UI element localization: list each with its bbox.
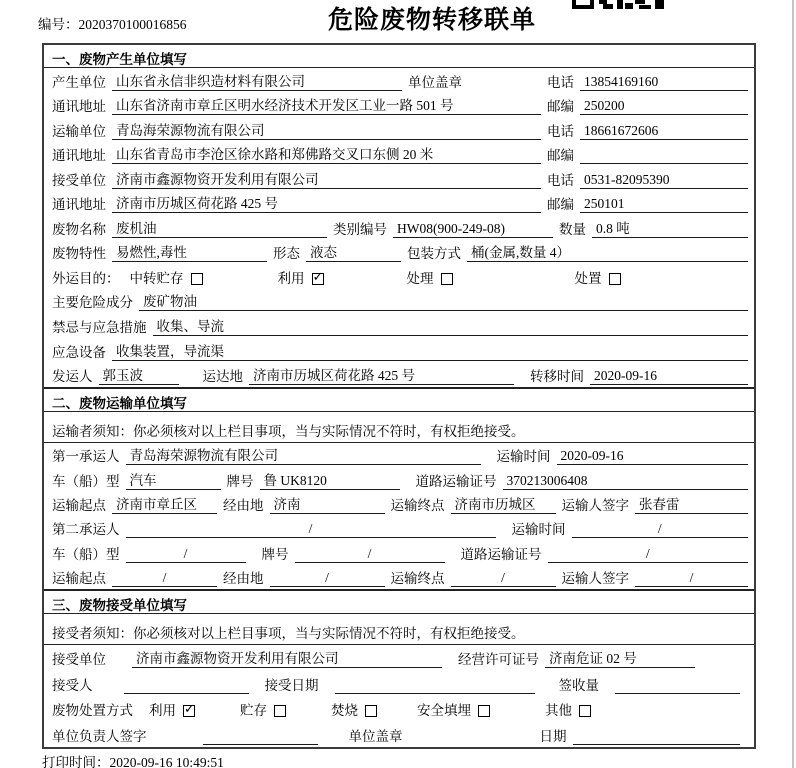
waste-qty-field: 0.8 吨	[592, 217, 748, 238]
receiver-zip-field: 250101	[580, 196, 748, 213]
signoff-row	[44, 721, 754, 747]
route1-start-label: 运输起点	[52, 498, 106, 513]
transporter-row	[44, 117, 754, 142]
route1-sign-label: 运输人签字	[561, 498, 629, 513]
producer-address-field: 山东省济南市章丘区明水经济技术开发区工业一路 501 号	[112, 94, 541, 115]
carrier2-field: /	[126, 521, 496, 538]
waste-character-field: 易燃性,毒性	[112, 241, 267, 262]
accept-person-row	[44, 670, 754, 696]
receiver-phone-label: 电话	[547, 172, 574, 188]
option-label: 安全填埋	[417, 703, 471, 719]
unit-seal-label: 单位盖章	[408, 74, 462, 90]
disposal-row	[44, 696, 754, 722]
vehicle2-row	[44, 540, 754, 564]
disposal-option-storage	[240, 699, 286, 719]
disposal-option-utilize	[149, 699, 195, 719]
section3-notice: 接受者须知：你必须核对以上栏目事项，当与实际情况不符时，有权拒绝接受。	[44, 614, 754, 645]
route2-via-label: 经由地	[223, 570, 264, 586]
option-label: 利用	[277, 270, 305, 286]
option-label: 其他	[545, 703, 572, 719]
accept-date-label: 接受日期	[264, 677, 319, 693]
producer-row	[44, 68, 754, 93]
equipment-label: 应急设备	[52, 344, 106, 360]
hazard-label: 主要危险成分	[52, 295, 133, 311]
accept-date-field	[335, 678, 535, 694]
checkbox-disposal-incinerate[interactable]	[365, 705, 377, 717]
route2-sign-field: /	[635, 570, 748, 587]
checkbox-transfer-storage[interactable]	[191, 273, 203, 285]
transporter-value-field: 青岛海荣源物流有限公司	[112, 119, 541, 140]
accept-unit-label: 接受单位	[52, 652, 106, 668]
carrier2-time-field: /	[572, 521, 749, 538]
section2-notice: 运输者须知：你必须核对以上栏目事项，当与实际情况不符时，有权拒绝接受。	[44, 412, 754, 443]
carrier2-time-label: 运输时间	[511, 522, 566, 538]
serial-label: 编号：	[38, 17, 79, 32]
option-label: 中转贮存	[129, 270, 184, 286]
vehicle2-type-label: 车（船）型	[52, 546, 120, 562]
sender-field: 郭玉波	[99, 364, 179, 385]
section3-header: 三、废物接受单位填写	[44, 589, 754, 614]
purpose-option-dispose	[575, 267, 621, 287]
vehicle2-license-label: 道路运输证号	[460, 546, 542, 562]
accept-unit-row	[44, 645, 754, 671]
option-label: 贮存	[240, 703, 267, 719]
signed-qty-field	[615, 678, 740, 694]
disposal-option-other	[545, 699, 591, 719]
carrier2-label: 第二承运人	[52, 522, 120, 538]
route1-via-label: 经由地	[223, 498, 264, 513]
taboo-row	[44, 313, 754, 338]
route1-start-field: 济南市章丘区	[112, 493, 217, 514]
waste-code-field: HW08(900-249-08)	[393, 221, 553, 238]
checkbox-disposal-other[interactable]	[579, 705, 591, 717]
signoff-date-field	[573, 729, 741, 745]
checkbox-treat[interactable]	[441, 273, 453, 285]
transporter-phone-label: 电话	[547, 123, 574, 139]
transporter-address-field: 山东省青岛市李沧区徐水路和郑佛路交叉口东侧 20 米	[112, 143, 541, 164]
purpose-label: 外运目的：	[52, 270, 120, 286]
receiver-label: 接受单位	[52, 172, 106, 188]
transfer-time-field: 2020-09-16	[590, 368, 748, 385]
serial-value: 2020370100016856	[78, 17, 187, 32]
route2-sign-label: 运输人签字	[561, 570, 629, 586]
vehicle1-plate-label: 牌号	[226, 473, 254, 489]
purpose-option-transfer-storage	[130, 267, 203, 287]
page-title: 危险废物转移联单	[327, 6, 536, 34]
receiver-address-label: 通讯地址	[52, 197, 106, 213]
producer-label: 产生单位	[52, 74, 106, 90]
checkbox-disposal-landfill[interactable]	[478, 705, 490, 717]
dispatch-row	[44, 363, 754, 388]
route1-end-label: 运输终点	[390, 498, 445, 513]
receiver-row	[44, 166, 754, 191]
producer-zip-label: 邮编	[547, 99, 574, 115]
transporter-zip-field	[580, 148, 748, 164]
carrier1-row	[44, 443, 754, 467]
unit-seal-label-2: 单位盖章	[348, 728, 403, 744]
disposal-option-landfill	[417, 699, 490, 719]
route1-row	[44, 492, 754, 516]
checkbox-dispose[interactable]	[609, 273, 621, 285]
receiver-address-field: 济南市历城区荷花路 425 号	[112, 192, 541, 213]
vehicle2-license-field: /	[548, 546, 749, 563]
waste-name-row	[44, 215, 754, 240]
operating-license-field: 济南危证 02 号	[545, 647, 695, 668]
receiver-zip-label: 邮编	[547, 197, 574, 213]
signed-qty-label: 签收量	[558, 677, 599, 693]
transporter-address-row	[44, 142, 754, 167]
waste-character-row	[44, 240, 754, 265]
transporter-address-label: 通讯地址	[52, 148, 106, 164]
destination-field: 济南市历城区荷花路 425 号	[249, 364, 514, 385]
hazard-field: 废矿物油	[139, 290, 748, 311]
waste-name-label: 废物名称	[52, 221, 106, 237]
taboo-field: 收集、导流	[153, 315, 749, 336]
vehicle1-plate-field: 鲁 UK8120	[260, 469, 400, 490]
route2-via-field: /	[270, 570, 385, 587]
vehicle2-plate-field: /	[295, 546, 445, 563]
waste-character-label: 废物特性	[52, 246, 106, 262]
equipment-row	[44, 338, 754, 363]
taboo-label: 禁忌与应急措施	[52, 320, 147, 336]
accept-person-label: 接受人	[52, 677, 93, 693]
vehicle2-plate-label: 牌号	[261, 546, 289, 562]
option-label: 利用	[149, 703, 176, 719]
option-label: 焚烧	[331, 703, 358, 719]
carrier1-time-label: 运输时间	[496, 449, 551, 465]
packing-label: 包装方式	[407, 246, 461, 262]
route2-start-label: 运输起点	[52, 570, 106, 586]
checkbox-utilize[interactable]	[312, 273, 324, 285]
carrier1-label: 第一承运人	[52, 449, 120, 465]
route1-via-field: 济南	[270, 493, 385, 514]
purpose-option-utilize	[278, 267, 324, 287]
producer-zip-field: 250200	[580, 98, 748, 115]
option-label: 处理	[406, 270, 434, 286]
waste-name-field: 废机油	[112, 217, 327, 238]
waste-form-field: 液态	[306, 241, 401, 262]
qr-code-fragment	[572, 0, 664, 10]
producer-address-label: 通讯地址	[52, 99, 106, 115]
destination-label: 运达地	[202, 369, 243, 385]
vehicle1-row	[44, 467, 754, 491]
operating-license-label: 经营许可证号	[458, 652, 539, 668]
route2-end-field: /	[451, 570, 556, 587]
equipment-field: 收集装置，导流渠	[112, 340, 748, 361]
section2-header: 二、废物运输单位填写	[44, 387, 754, 412]
signoff-date-label: 日期	[539, 728, 567, 744]
vehicle2-type-field: /	[126, 546, 246, 563]
route1-sign-field: 张春雷	[635, 493, 748, 514]
producer-phone-field: 13854169160	[580, 74, 748, 91]
transfer-form	[42, 43, 756, 749]
accept-person-field	[124, 678, 249, 694]
disposal-option-incinerate	[331, 699, 377, 719]
print-time	[42, 751, 224, 768]
responsible-sign-field	[203, 729, 318, 745]
purpose-option-treat	[407, 267, 453, 287]
transfer-time-label: 转移时间	[530, 369, 584, 385]
option-label: 处置	[574, 270, 602, 286]
transporter-zip-label: 邮编	[547, 148, 574, 164]
route2-end-label: 运输终点	[390, 570, 445, 586]
print-time-label: 打印时间：	[42, 755, 110, 768]
producer-phone-label: 电话	[547, 74, 574, 90]
carrier2-row	[44, 516, 754, 540]
producer-address-row	[44, 93, 754, 118]
vehicle1-license-label: 道路运输证号	[415, 473, 497, 489]
receiver-address-row	[44, 191, 754, 216]
producer-value-field: 山东省永信非织造材料有限公司	[112, 70, 402, 91]
print-time-value: 2020-09-16 10:49:51	[109, 755, 224, 768]
hazard-row	[44, 289, 754, 314]
waste-form-label: 形态	[273, 246, 300, 262]
transporter-label: 运输单位	[52, 123, 106, 139]
carrier1-time-field: 2020-09-16	[557, 448, 749, 465]
route2-row	[44, 565, 754, 589]
waste-qty-label: 数量	[559, 221, 586, 237]
disposal-label: 废物处置方式	[52, 703, 133, 719]
purpose-row	[44, 264, 754, 289]
accept-unit-field: 济南市鑫源物资开发利用有限公司	[132, 647, 442, 668]
carrier1-field: 青岛海荣源物流有限公司	[126, 444, 481, 465]
window-edge	[792, 0, 794, 768]
checkbox-disposal-storage[interactable]	[274, 705, 286, 717]
responsible-sign-label: 单位负责人签字	[52, 728, 147, 744]
route2-start-field: /	[112, 570, 217, 587]
receiver-phone-field: 0531-82095390	[580, 172, 748, 189]
transporter-phone-field: 18661672606	[580, 123, 748, 140]
vehicle1-type-label: 车（船）型	[52, 473, 120, 489]
route1-end-field: 济南市历城区	[451, 493, 556, 514]
packing-field: 桶(金属,数量 4）	[467, 241, 748, 262]
receiver-value-field: 济南市鑫源物资开发利用有限公司	[112, 168, 541, 189]
checkbox-disposal-utilize[interactable]	[183, 705, 195, 717]
waste-code-label: 类别编号	[333, 221, 387, 237]
sender-label: 发运人	[52, 369, 93, 385]
vehicle1-type-field: 汽车	[126, 469, 221, 490]
section1-header: 一、废物产生单位填写	[44, 45, 754, 68]
vehicle1-license-field: 370213006408	[503, 473, 749, 490]
